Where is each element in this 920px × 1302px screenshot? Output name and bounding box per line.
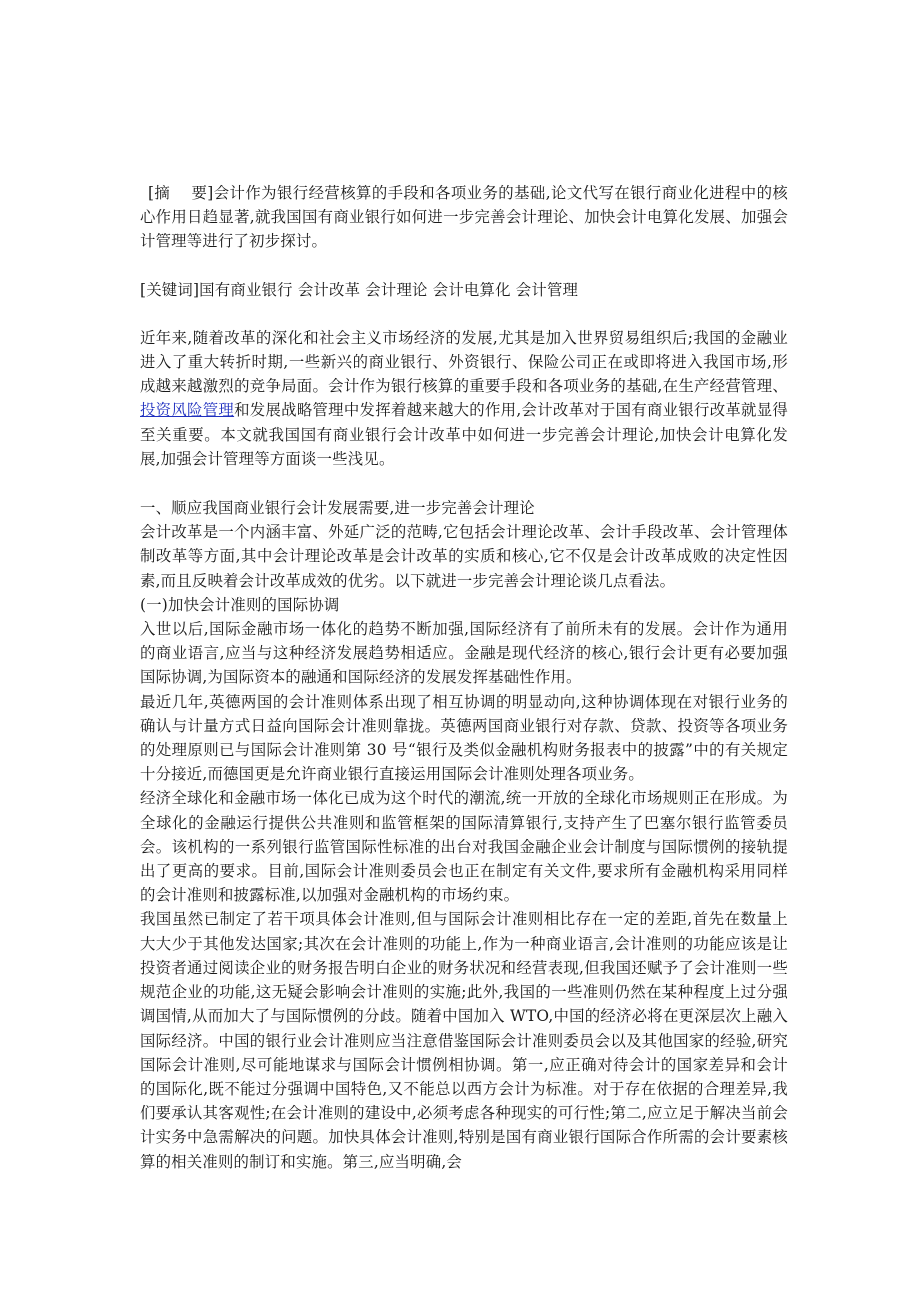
section-paragraph-4: 经济全球化和金融市场一体化已成为这个时代的潮流,统一开放的全球化市场规则正在形成。为全球化的金融运行提供公共准则和监管框架的国际清算银行,支持产生了巴塞尔银行监管委员会。该机构的一系列银行监管国际性标准的出台对我国金融企业会计制度与国际惯例的接轨提出了更高的要求。目前,国际会计准则委员会也正在制定有关文件,要求所有金融机构采用同样的会计准则和披露标准,以加强对金融机构的市场约束。 (140, 789, 788, 905)
intro-text-after-link: 和发展战略管理中发挥着越来越大的作用,会计改革对于国有商业银行改革就显得至关重要。本文就我国国有商业银行会计改革中如何进一步完善会计理论,加快会计电算化发展,加强会计管理等方面谈一些浅见。 (140, 401, 789, 468)
keywords-line: [关键词]国有商业银行 会计改革 会计理论 会计电算化 会计管理 (140, 280, 579, 299)
abstract-paragraph (140, 181, 788, 254)
document-body (140, 181, 788, 1174)
section-paragraph-2: 入世以后,国际金融市场一体化的趋势不断加强,国际经济有了前所未有的发展。会计作为通用的商业语言,应当与这种经济发展趋势相适应。金融是现代经济的核心,银行会计更有必要加强国际协调,为国际资本的融通和国际经济的发展发挥基础性作用。 (140, 620, 788, 687)
intro-text-before-link: 近年来,随着改革的深化和社会主义市场经济的发展,尤其是加入世界贸易组织后;我国的金融业进入了重大转折时期,一些新兴的商业银行、外资银行、保险公司正在或即将进入我国市场,形成越来越激烈的竞争局面。会计作为银行核算的重要手段和各项业务的基础,在生产经营管理、 (140, 328, 788, 396)
section-heading: 一、顺应我国商业银行会计发展需要,进一步完善会计理论 (140, 499, 535, 518)
abstract-text: 会计作为银行经营核算的手段和各项业务的基础,论文代写在银行商业化进程中的核心作用日趋显著,就我国国有商业银行如何进一步完善会计理论、加快会计电算化发展、加强会计管理等进行了初步探讨。 (140, 184, 788, 251)
investment-risk-management-link[interactable]: 投资风险管理 (140, 401, 235, 420)
intro-paragraph (140, 326, 788, 471)
section-paragraph-1: 会计改革是一个内涵丰富、外延广泛的范畴,它包括会计理论改革、会计手段改革、会计管理体制改革等方面,其中会计理论改革是会计改革的实质和核心,它不仅是会计改革成败的决定性因素,而且反映着会计改革成效的优劣。以下就进一步完善会计理论谈几点看法。 (140, 523, 788, 590)
abstract-label: [摘 要] (148, 184, 214, 202)
section-paragraph-5: 我国虽然已制定了若干项具体会计准则,但与国际会计准则相比存在一定的差距,首先在数量上大大少于其他发达国家;其次在会计准则的功能上,作为一种商业语言,会计准则的功能应该是让投资者通过阅读企业的财务报告明白企业的财务状况和经营表现,但我国还赋予了会计准则一些规范企业的功能,这无疑会影响会计准则的实施;此外,我国的一些准则仍然在某种程度上过分强调国情,从而加大了与国际惯例的分歧。随着中国加入 WTO,中国的经济必将在更深层次上融入国际经济。中国的银行业会计准则应当注意借鉴国际会计准则委员会以及其他国家的经验,研究国际会计准则,尽可能地谋求与国际会计惯例相协调。第一,应正确对待会计的国家差异和会计的国际化,既不能过分强调中国特色,又不能总以西方会计为标准。对于存在依据的合理差异,我们要承认其客观性;在会计准则的建设中,必须考虑各种现实的可行性;第二,应立足于解决当前会计实务中急需解决的问题。加快具体会计准则,特别是国有商业银行国际合作所需的会计要素核算的相关准则的制订和实施。第三,应当明确,会 (140, 910, 788, 1171)
subsection-heading: (一)加快会计准则的国际协调 (140, 595, 340, 614)
section-paragraph-3: 最近几年,英德两国的会计准则体系出现了相互协调的明显动向,这种协调体现在对银行业务的确认与计量方式日益向国际会计准则靠拢。英德两国商业银行对存款、贷款、投资等各项业务的处理原则已与国际会计准则第 30 号“银行及类似金融机构财务报表中的披露”中的有关规定十分接近,而德国更是允许商业银行直接运用国际会计准则处理各项业务。 (140, 692, 788, 784)
